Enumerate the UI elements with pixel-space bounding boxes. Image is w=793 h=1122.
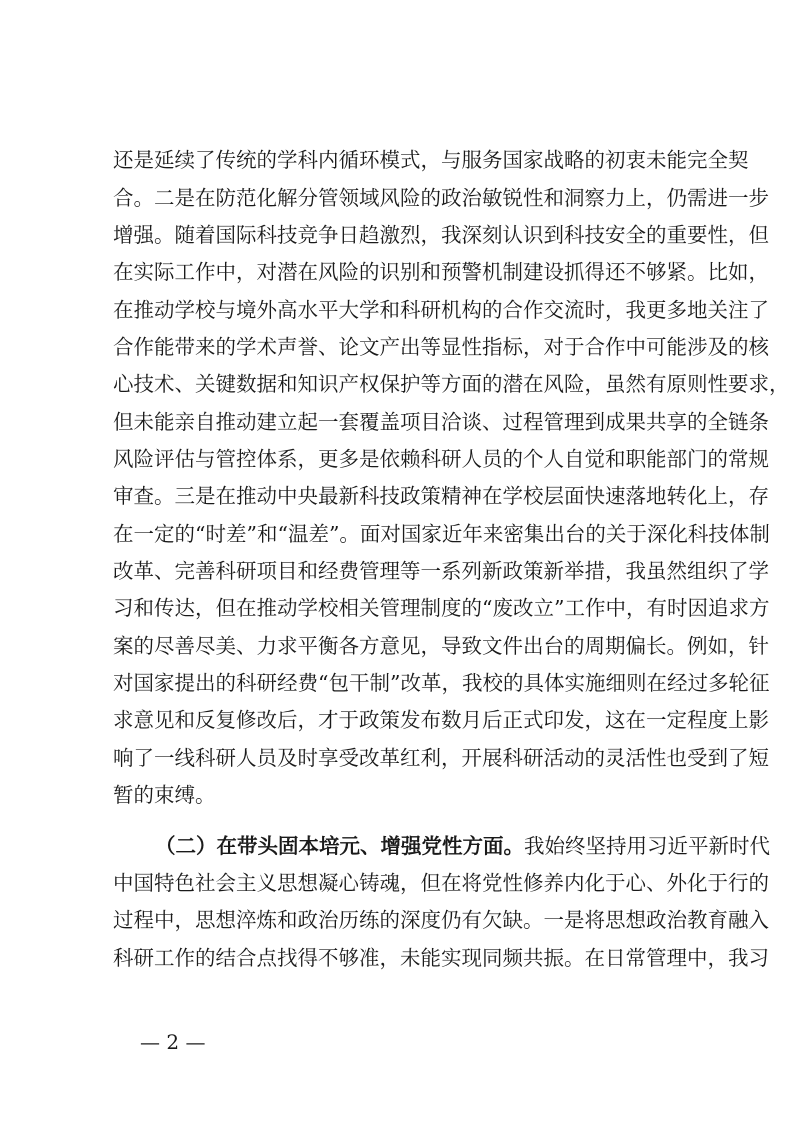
page-number: — 2 — xyxy=(140,1030,206,1054)
body-line: 合作能带来的学术声誉、论文产出等显性指标，对于合作中可能涉及的核 xyxy=(113,335,769,359)
body-line: 在一定的“时差”和“温差”。面对国家近年来密集出台的关于深化科技体制 xyxy=(113,522,770,546)
body-line: 心技术、关键数据和知识产权保护等方面的潜在风险，虽然有原则性要求， xyxy=(113,372,790,396)
body-line: 对国家提出的科研经费“包干制”改革，我校的具体实施细则在经过多轮征 xyxy=(113,671,770,695)
body-line: 响了一线科研人员及时享受改革红利，开展科研活动的灵活性也受到了短 xyxy=(113,746,769,770)
body-line: 中国特色社会主义思想凝心铸魂，但在将党性修养内化于心、外化于行的 xyxy=(113,871,769,895)
body-line: 但未能亲自推动建立起一套覆盖项目洽谈、过程管理到成果共享的全链条 xyxy=(113,410,769,434)
body-line: 合。二是在防范化解分管领域风险的政治敏锐性和洞察力上，仍需进一步 xyxy=(113,186,769,210)
body-line: 暂的束缚。 xyxy=(113,783,216,807)
section-heading: （二）在带头固本培元、增强党性方面。 xyxy=(155,834,524,858)
body-line: 案的尽善尽美、力求平衡各方意见，导致文件出台的周期偏长。例如，针 xyxy=(113,634,769,658)
body-line: 增强。随着国际科技竞争日趋激烈，我深刻认识到科技安全的重要性，但 xyxy=(113,223,769,247)
body-line: 风险评估与管控体系，更多是依赖科研人员的个人自觉和职能部门的常规 xyxy=(113,447,769,471)
body-line: 求意见和反复修改后，才于政策发布数月后正式印发，这在一定程度上影 xyxy=(113,708,769,732)
body-line: 审查。三是在推动中央最新科技政策精神在学校层面快速落地转化上，存 xyxy=(113,484,769,508)
section-heading-line xyxy=(155,831,770,861)
body-line: 过程中，思想淬炼和政治历练的深度仍有欠缺。一是将思想政治教育融入 xyxy=(113,908,769,932)
body-line: 科研工作的结合点找得不够准，未能实现同频共振。在日常管理中，我习 xyxy=(113,946,769,970)
body-line: 改革、完善科研项目和经费管理等一系列新政策新举措，我虽然组织了学 xyxy=(113,559,769,583)
section-intro-text: 我始终坚持用习近平新时代 xyxy=(524,834,770,858)
body-line: 还是延续了传统的学科内循环模式，与服务国家战略的初衷未能完全契 xyxy=(113,148,749,172)
body-line: 在实际工作中，对潜在风险的识别和预警机制建设抓得还不够紧。比如， xyxy=(113,260,769,284)
body-line: 习和传达，但在推动学校相关管理制度的“废改立”工作中，有时因追求方 xyxy=(113,596,770,620)
body-line: 在推动学校与境外高水平大学和科研机构的合作交流时，我更多地关注了 xyxy=(113,298,769,322)
